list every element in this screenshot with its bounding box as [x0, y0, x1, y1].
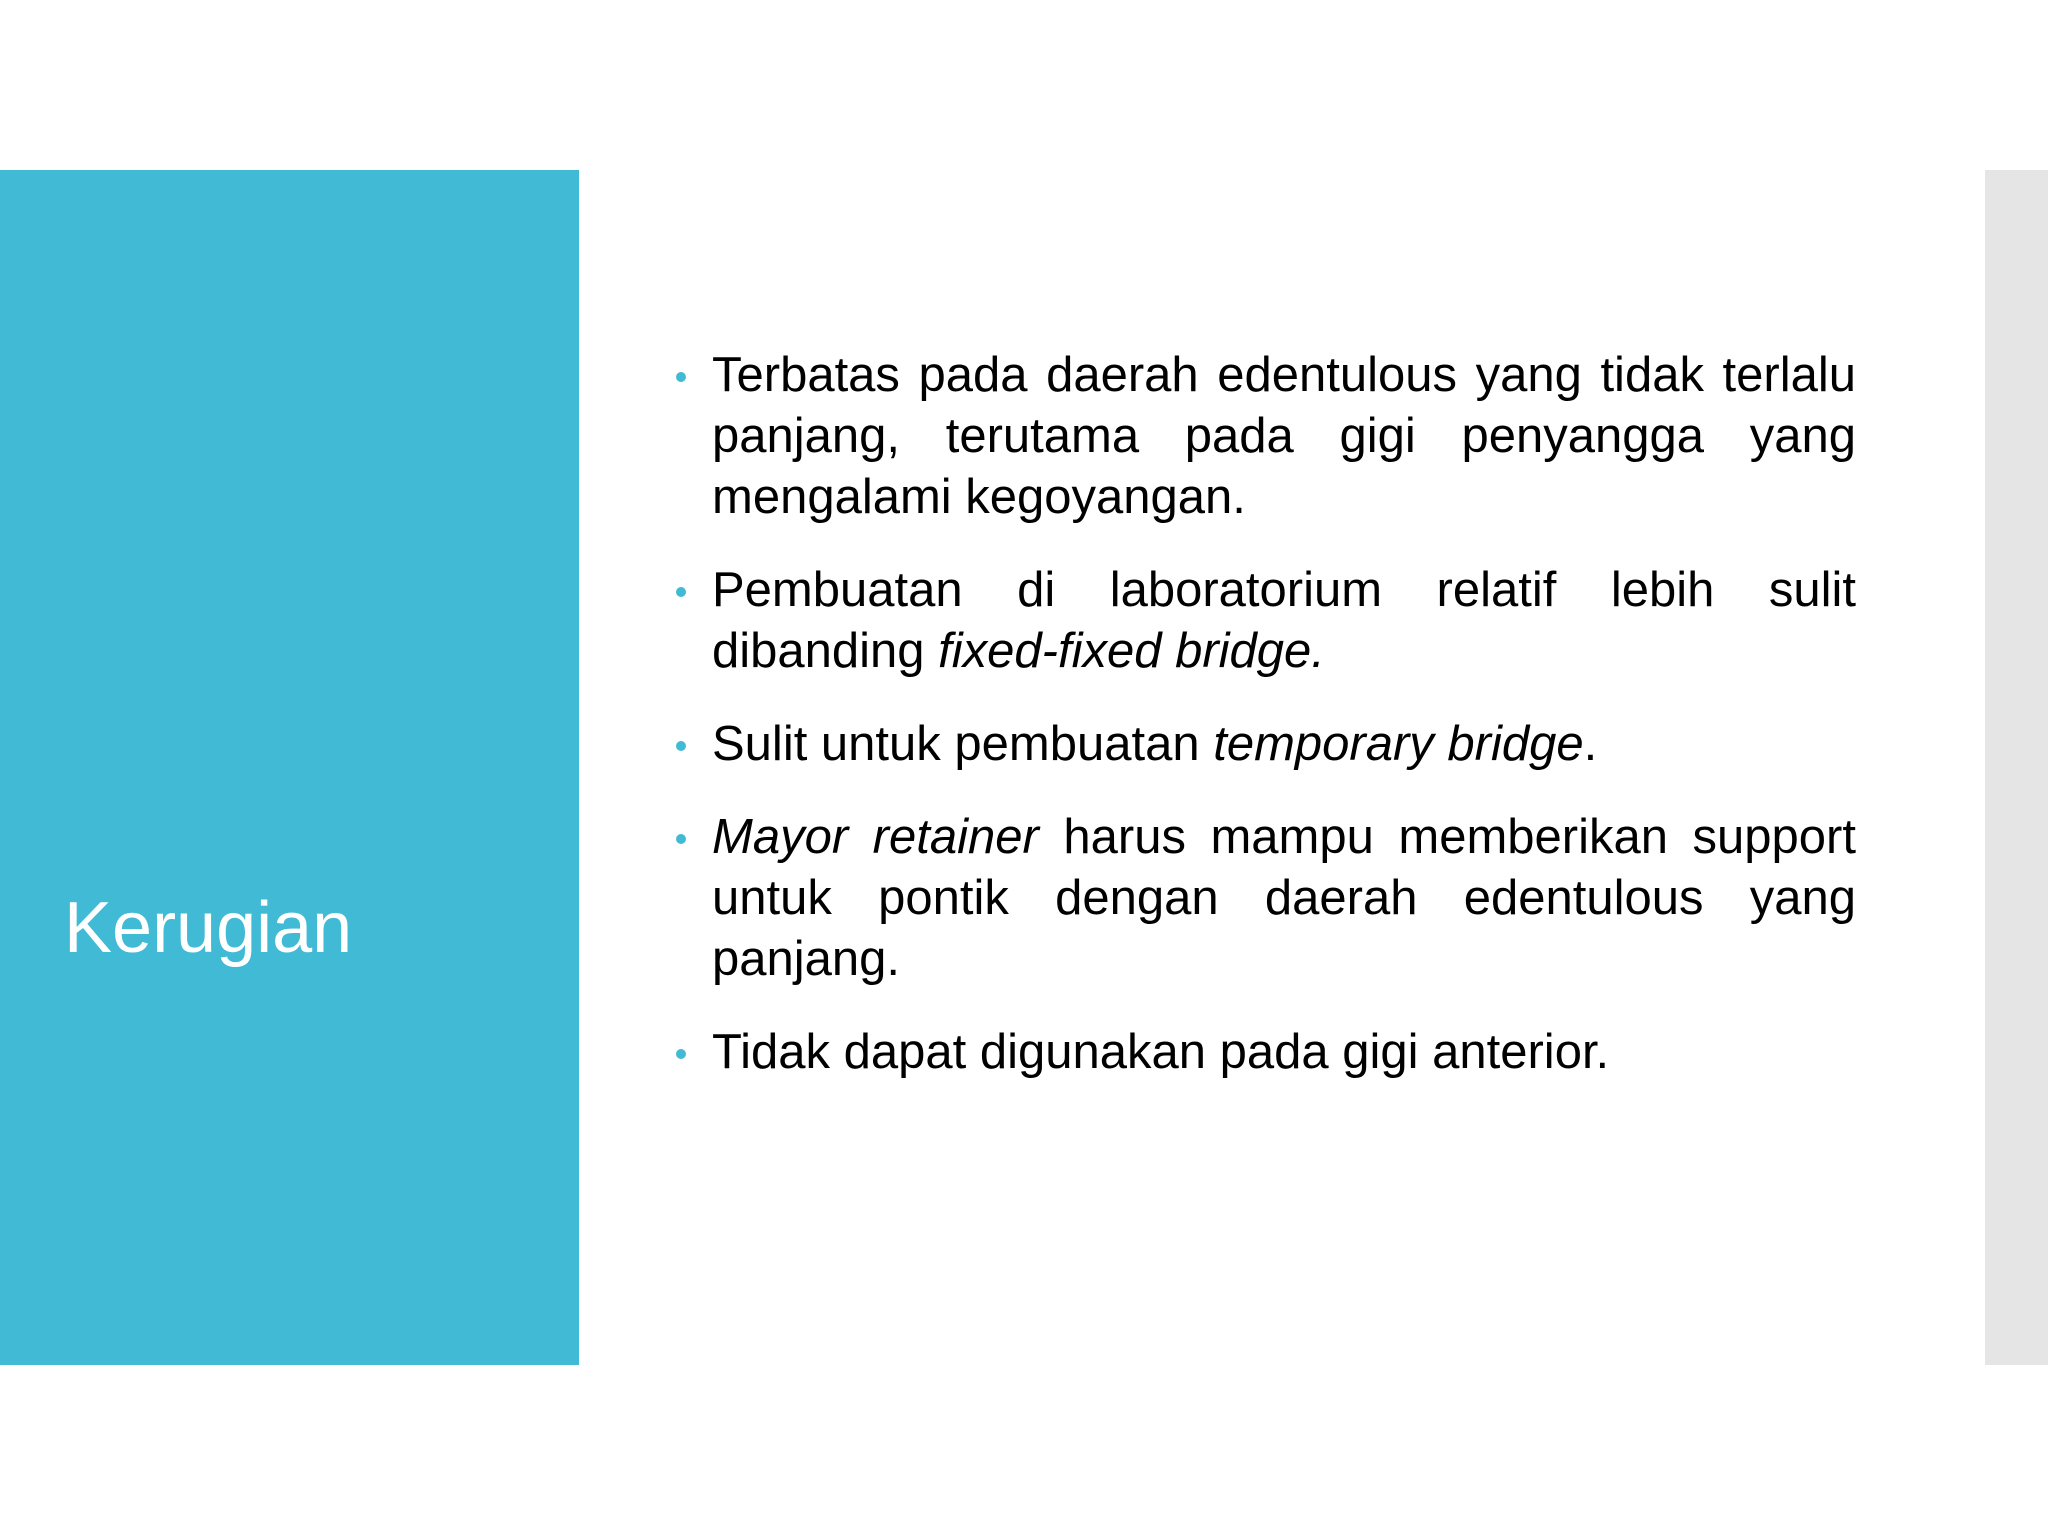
bullet-text-segment: Tidak dapat digunakan pada gigi anterior. — [712, 1025, 1610, 1079]
bullet-item — [670, 714, 1856, 775]
bullet-item — [670, 1022, 1856, 1083]
bullet-text-italic: fixed-fixed bridge. — [938, 624, 1325, 678]
slide-title: Kerugian — [64, 888, 353, 968]
bullet-item — [670, 560, 1856, 682]
bullet-dot-icon — [676, 834, 686, 844]
bullet-text-segment: Sulit untuk pembuatan — [712, 717, 1214, 771]
bullet-text — [712, 563, 1856, 678]
bullet-text-segment: Terbatas pada daerah edentulous yang tidak terlalu panjang, terutama pada gigi penyangga yang mengalami kegoyangan. — [712, 348, 1856, 524]
bullet-text-segment: harus mampu memberikan support untuk pontik dengan daerah edentulous yang panjang. — [712, 810, 1856, 986]
bullet-text — [712, 810, 1856, 986]
bullet-text-segment: Pembuatan di laboratorium relatif lebih sulit dibanding — [712, 563, 1856, 678]
bullet-dot-icon — [676, 1049, 686, 1059]
bullet-text — [712, 348, 1856, 524]
bullet-text — [712, 1025, 1609, 1079]
bullet-text-segment: . — [1583, 717, 1598, 771]
right-side-bar — [1985, 170, 2048, 1365]
bullet-dot-icon — [676, 372, 686, 382]
bullet-list — [670, 345, 1856, 1115]
bullet-text — [712, 717, 1597, 771]
bullet-text-italic: temporary bridge — [1213, 717, 1584, 771]
bullet-dot-icon — [676, 741, 686, 751]
bullet-dot-icon — [676, 587, 686, 597]
bullet-text-italic: Mayor retainer — [712, 810, 1039, 864]
title-panel — [0, 170, 579, 1365]
bullet-item — [670, 345, 1856, 528]
bullet-item — [670, 807, 1856, 990]
